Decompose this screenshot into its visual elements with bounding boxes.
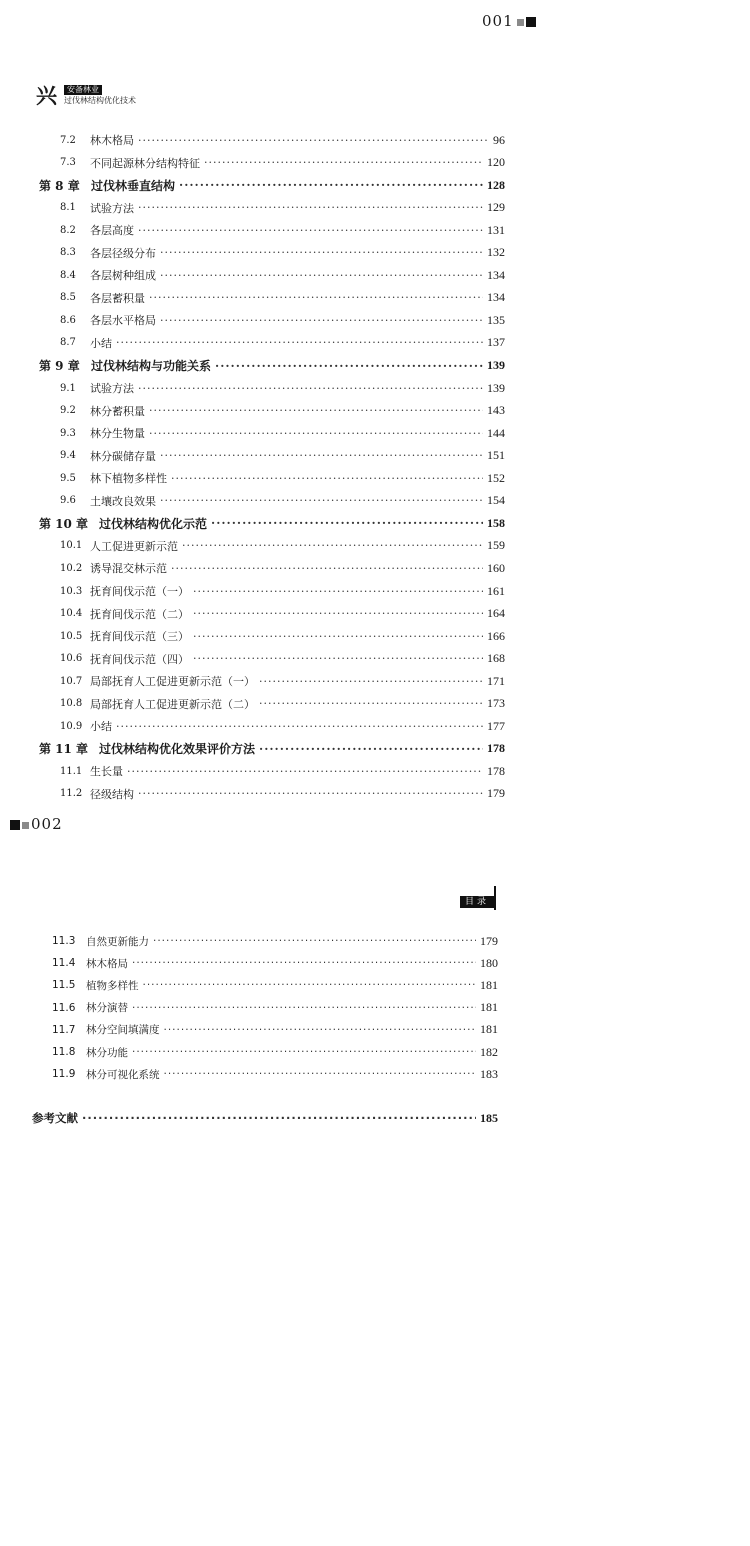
toc-title: 土壤改良效果 — [90, 494, 156, 508]
toc-page-number: 134 — [487, 290, 505, 305]
toc-number: 11.1 — [60, 765, 83, 777]
toc-number: 第 9 章 — [39, 359, 80, 373]
toc-leader-dots — [164, 1068, 477, 1080]
toc-number: 11.9 — [52, 1068, 76, 1081]
toc-leader-dots — [160, 314, 483, 327]
toc-title: 小结 — [90, 336, 112, 350]
toc-number: 10.9 — [60, 720, 83, 732]
toc-leader-dots — [132, 1046, 476, 1058]
toc-page-number: 181 — [480, 1022, 498, 1037]
toc-title: 试验方法 — [90, 382, 134, 396]
toc-title: 抚育间伐示范（二） — [90, 607, 189, 621]
toc-title: 抚育间伐示范（四） — [90, 652, 189, 666]
toc-section-row — [0, 401, 505, 421]
toc-page-number: 183 — [480, 1066, 498, 1081]
toc-section-row — [0, 423, 505, 443]
toc-leader-dots — [149, 427, 483, 440]
toc-title: 林分空间填满度 — [86, 1024, 160, 1037]
toc-number: 10.4 — [60, 608, 83, 620]
page-marker-black — [526, 17, 536, 27]
toc-title: 局部抚育人工促进更新示范（二） — [90, 697, 255, 711]
toc-leader-dots — [259, 675, 483, 688]
book-title: 过伐林结构优化技术 — [64, 96, 136, 105]
toc-section-row — [0, 761, 505, 781]
toc-leader-dots — [215, 359, 483, 373]
toc-section-row — [0, 536, 505, 556]
toc-page-number: 139 — [487, 380, 505, 395]
toc-title: 过伐林垂直结构 — [91, 178, 176, 193]
toc-title: 林分演替 — [86, 1002, 128, 1015]
toc-leader-dots — [211, 516, 483, 530]
toc-title: 各层蓄积量 — [90, 291, 145, 305]
toc-number: 10.7 — [60, 675, 83, 687]
toc-number: 10.2 — [60, 562, 83, 574]
toc-leader-dots — [160, 494, 483, 507]
contents-label: 目录 — [460, 896, 494, 908]
toc-number: 10.6 — [60, 653, 83, 665]
toc-leader-dots — [138, 201, 483, 214]
toc-section-row — [0, 975, 498, 995]
toc-title: 林分蓄积量 — [90, 404, 145, 418]
toc-page-number: 137 — [487, 335, 505, 350]
toc-title: 各层径级分布 — [90, 246, 156, 260]
toc-page-number: 159 — [487, 538, 505, 553]
page-number-bottom — [10, 815, 63, 833]
toc-title: 林下植物多样性 — [90, 472, 167, 486]
toc-number: 8.1 — [60, 202, 76, 214]
page-marker-grey — [22, 822, 29, 829]
toc-leader-dots — [259, 742, 483, 756]
toc-title: 植物多样性 — [86, 979, 139, 992]
toc-section-row — [0, 1064, 498, 1084]
page-marker-grey — [517, 19, 524, 26]
contents-marker — [458, 886, 498, 912]
running-header — [36, 84, 196, 110]
toc-section-row — [0, 130, 505, 150]
toc-title: 试验方法 — [90, 201, 134, 215]
toc-title: 各层树种组成 — [90, 269, 156, 283]
toc-section-row — [0, 288, 505, 308]
toc-title: 抚育间伐示范（一） — [90, 585, 189, 598]
toc-section-row — [0, 310, 505, 330]
toc-number: 9.3 — [60, 427, 76, 439]
toc-leader-dots — [138, 224, 483, 237]
toc-page-number: 168 — [487, 651, 505, 666]
toc-section-row — [0, 694, 505, 714]
toc-title: 过伐林结构与功能关系 — [91, 359, 212, 373]
toc-number: 11.2 — [60, 788, 83, 800]
toc-leader-dots — [259, 697, 483, 710]
toc-page-number: 166 — [487, 628, 505, 643]
toc-page-number: 131 — [487, 222, 505, 237]
toc-number: 10.1 — [60, 540, 83, 552]
toc-page-number: 120 — [487, 155, 505, 170]
toc-number: 7.3 — [60, 157, 76, 169]
toc-leader-dots — [179, 178, 483, 192]
toc-page-number: 151 — [487, 448, 505, 463]
toc-number: 9.5 — [60, 472, 76, 484]
toc-page-number: 143 — [487, 403, 505, 418]
toc-number: 8.4 — [60, 269, 76, 281]
toc-section-row — [0, 998, 498, 1018]
toc-title: 径级结构 — [90, 787, 134, 801]
toc-page-number: 179 — [487, 786, 505, 801]
toc-page-number: 178 — [487, 741, 505, 756]
toc-number: 9.1 — [60, 382, 76, 394]
toc-number: 第 8 章 — [39, 178, 80, 193]
toc-leader-dots — [171, 562, 483, 575]
toc-leader-dots — [116, 336, 483, 349]
toc-section-row — [0, 671, 505, 691]
toc-title: 自然更新能力 — [86, 935, 149, 948]
toc-page-number: 179 — [480, 933, 498, 948]
toc-section-row — [0, 220, 505, 240]
toc-number: 8.6 — [60, 314, 76, 326]
toc-leader-dots — [204, 156, 483, 169]
toc-section-row — [0, 604, 505, 624]
toc-leader-dots — [138, 787, 483, 800]
toc-page-number: 152 — [487, 470, 505, 485]
toc-page-number: 185 — [480, 1110, 498, 1125]
toc-title: 不同起源林分结构特征 — [90, 156, 200, 170]
toc-leader-dots — [160, 449, 483, 462]
toc-number: 8.7 — [60, 337, 76, 349]
toc-section-row — [0, 446, 505, 466]
toc-leader-dots — [153, 935, 476, 947]
toc-number: 8.2 — [60, 224, 76, 236]
toc-section-row — [0, 333, 505, 353]
toc-title: 林木格局 — [86, 957, 128, 970]
toc-number: 11.8 — [52, 1046, 76, 1058]
toc-page-number: 154 — [487, 493, 505, 508]
toc-title: 生长量 — [90, 765, 123, 779]
toc-chapter-row — [0, 739, 505, 759]
toc-section-row — [0, 649, 505, 669]
toc-section-row — [0, 265, 505, 285]
toc-page-number: 181 — [480, 977, 498, 992]
toc-page-number: 129 — [487, 200, 505, 215]
toc-leader-dots — [160, 269, 483, 282]
toc-number: 7.2 — [60, 134, 76, 146]
toc-title: 林分生物量 — [90, 427, 145, 441]
toc-page-number: 161 — [487, 583, 505, 598]
toc-title: 参考文献 — [32, 1111, 78, 1126]
toc-leader-dots — [193, 630, 483, 643]
toc-chapter-row — [0, 175, 505, 195]
toc-leader-dots — [149, 291, 483, 304]
toc-page-number: 160 — [487, 560, 505, 575]
toc-leader-dots — [143, 979, 477, 991]
toc-section-row — [0, 784, 505, 804]
toc-section-row — [0, 468, 505, 488]
toc-section-row — [0, 378, 505, 398]
toc-page-number: 128 — [487, 177, 505, 192]
toc-title: 林木格局 — [90, 134, 134, 147]
toc-number: 11.4 — [52, 957, 76, 970]
toc-page-number: 158 — [487, 515, 505, 530]
toc-section-row — [0, 626, 505, 646]
toc-section-row — [0, 1020, 498, 1040]
toc-number: 11.3 — [52, 935, 76, 947]
page-marker-black — [10, 820, 20, 830]
toc-leader-dots — [116, 720, 483, 733]
toc-number: 11.6 — [52, 1001, 76, 1014]
toc-number: 9.4 — [60, 450, 76, 462]
toc-leader-dots — [82, 1111, 476, 1125]
toc-page-number: 134 — [487, 267, 505, 282]
toc-title: 各层高度 — [90, 224, 134, 238]
toc-leader-dots — [138, 134, 489, 147]
toc-number: 11.7 — [52, 1023, 76, 1036]
toc-number: 第 10 章 — [39, 516, 89, 531]
toc-leader-dots — [182, 539, 483, 552]
toc-title: 局部抚育人工促进更新示范（一） — [90, 675, 255, 689]
toc-page-number: 182 — [480, 1044, 498, 1059]
toc-page-number: 180 — [480, 955, 498, 970]
toc-title: 林分碳储存量 — [90, 449, 156, 463]
toc-section-row — [0, 953, 498, 973]
toc-title: 各层水平格局 — [90, 314, 156, 328]
toc-title: 小结 — [90, 720, 112, 734]
toc-section-row — [0, 558, 505, 578]
toc-number: 11.5 — [52, 979, 76, 992]
toc-section-row — [0, 243, 505, 263]
toc-page-number: 171 — [487, 673, 505, 688]
toc-title: 抚育间伐示范（三） — [90, 630, 189, 644]
toc-section-row — [0, 931, 498, 951]
toc-section-row — [0, 153, 505, 173]
toc-number: 8.5 — [60, 292, 76, 304]
toc-leader-dots — [193, 585, 483, 598]
toc-number: 9.2 — [60, 405, 76, 417]
toc-chapter-row — [0, 356, 505, 376]
toc-leader-dots — [171, 472, 483, 485]
toc-title: 人工促进更新示范 — [90, 539, 178, 553]
toc-section-row — [0, 198, 505, 218]
toc-title: 过伐林结构优化示范 — [99, 516, 208, 531]
toc-page-number: 173 — [487, 696, 505, 711]
toc-leader-dots — [193, 607, 483, 620]
toc-page-number: 178 — [487, 763, 505, 778]
toc-leader-dots — [149, 404, 483, 417]
toc-title: 诱导混交林示范 — [90, 562, 167, 576]
toc-page-number: 164 — [487, 606, 505, 621]
toc-section-row — [0, 491, 505, 511]
toc-section-row — [0, 716, 505, 736]
toc-chapter-row — [0, 513, 505, 533]
toc-page-number: 96 — [493, 132, 505, 147]
toc-leader-dots — [193, 652, 483, 665]
contents-rule — [494, 886, 496, 910]
toc-title: 林分功能 — [86, 1046, 128, 1059]
toc-title: 林分可视化系统 — [86, 1068, 160, 1081]
toc-leader-dots — [132, 1002, 476, 1014]
toc-number: 10.5 — [60, 630, 83, 642]
toc-section-row — [0, 581, 505, 601]
toc-number: 8.3 — [60, 247, 76, 259]
toc-page-number: 139 — [487, 358, 505, 372]
series-name: 安备林业 — [64, 85, 102, 95]
toc-leader-dots — [138, 382, 483, 395]
page-number-bottom-text: 002 — [31, 815, 63, 833]
toc-chapter-row — [0, 1108, 498, 1128]
toc-section-row — [0, 1042, 498, 1062]
toc-number: 10.8 — [60, 698, 83, 710]
toc-leader-dots — [164, 1024, 477, 1036]
toc-number: 10.3 — [60, 585, 83, 597]
toc-leader-dots — [127, 765, 483, 778]
toc-leader-dots — [160, 246, 483, 259]
page-number-top-text: 001 — [482, 12, 514, 30]
toc-title: 过伐林结构优化效果评价方法 — [99, 742, 256, 757]
toc-leader-dots — [132, 957, 476, 969]
toc-page-number: 132 — [487, 245, 505, 260]
toc-page-number: 144 — [487, 425, 505, 440]
page-number-top — [482, 12, 536, 30]
toc-page-number: 177 — [487, 718, 505, 733]
toc-number: 9.6 — [60, 495, 76, 507]
toc-page-number: 135 — [487, 312, 505, 327]
publisher-logo: 兴 — [36, 83, 54, 108]
toc-number: 第 11 章 — [39, 742, 89, 757]
toc-page-number: 181 — [480, 1000, 498, 1015]
